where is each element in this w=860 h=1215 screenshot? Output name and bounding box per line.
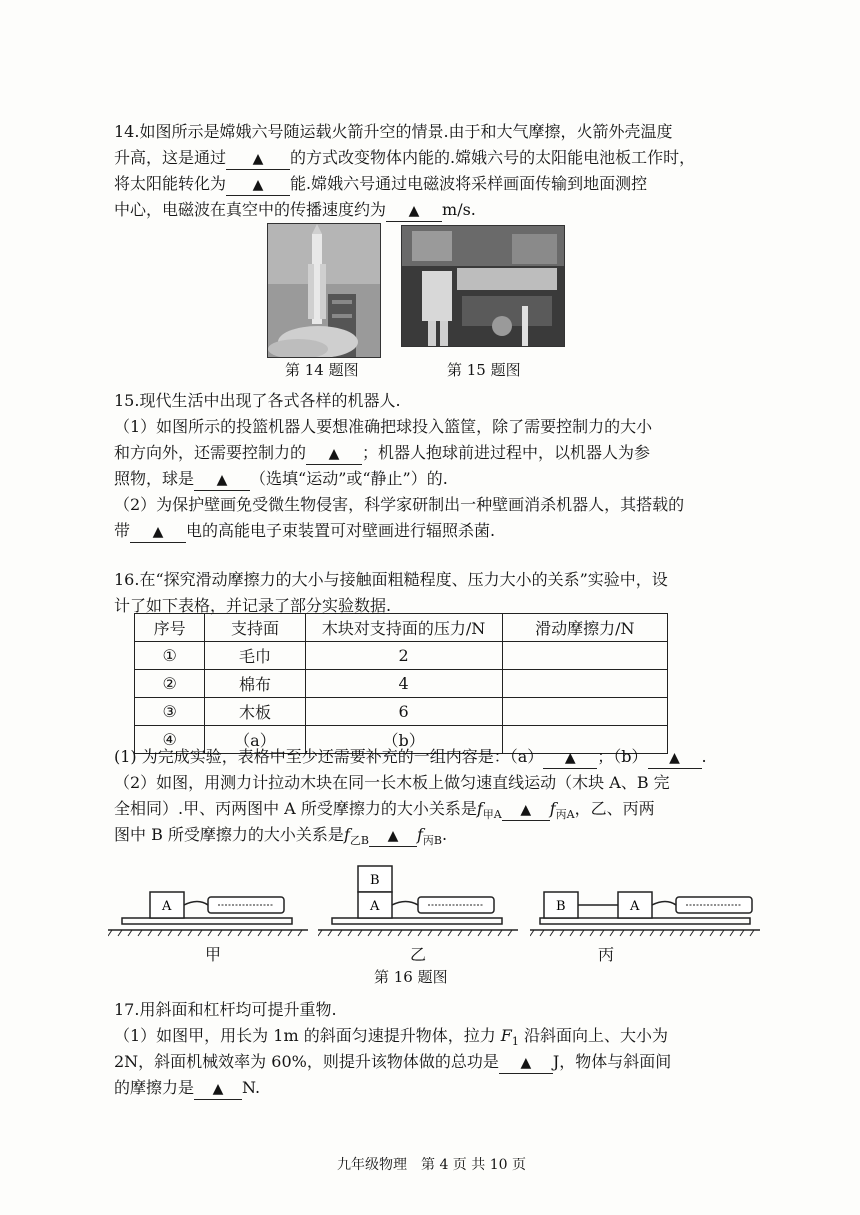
question-14 [114,119,794,229]
table-cell[interactable] [502,642,667,670]
table-cell: 棉布 [205,670,305,698]
answer-blank[interactable]: ▲ [386,200,442,222]
robot-photo [401,225,565,347]
q16-part-1: (1) 为完成实验，表格中至少还需要补充的一组内容是：（a） ▲ ；（b） ▲ . [114,744,707,770]
q15-line-2: （1）如图所示的投篮机器人要想准确把球投入篮筐，除了需要控制力的大小 [114,417,653,436]
table-cell: 4 [305,670,502,698]
figure-16-caption: 第 16 题图 [374,968,448,986]
table-cell: （b） [305,726,502,754]
answer-blank[interactable]: ▲ [194,469,250,491]
answer-blank[interactable]: ▲ [226,148,290,170]
q16-part-2-line-3: 图中 B 所受摩擦力的大小关系是$f_{乙B}$ ▲ $f_{丙B}$. [114,825,448,848]
table-header-row [135,614,668,642]
figure-15-caption: 第 15 题图 [447,361,521,379]
table-cell: 木板 [205,698,305,726]
table-cell: ① [135,642,205,670]
figure-label-jia: 甲 [205,945,222,964]
q15-line-1: 15.现代生活中出现了各式各样的机器人. [114,391,401,410]
q16-line-1: 16.在“探究滑动摩擦力的大小与接触面粗糙程度、压力大小的关系”实验中，设 [114,570,668,589]
table-cell: ④ [135,726,205,754]
answer-blank[interactable]: ▲ [226,174,290,196]
q14-line-4: 中心，电磁波在真空中的传播速度约为 ▲ m/s. [114,197,476,223]
q15-line-6: 带 ▲ 电的高能电子束装置可对壁画进行辐照杀菌. [114,518,495,544]
q16-part-2-line-2: 全相同）.甲、丙两图中 A 所受摩擦力的大小关系是$f_{甲A}$ ▲ $f_{丙A}$，乙、丙两 [114,799,655,822]
q15-line-3: 和方向外，还需要控制力的 ▲ ；机器人抱球前进过程中，以机器人为参 [114,440,650,466]
figure-16-bing [530,880,760,940]
table-cell: ③ [135,698,205,726]
table-cell[interactable] [502,670,667,698]
table-cell: 2 [305,642,502,670]
experiment-table [134,613,668,754]
answer-blank[interactable]: ▲ [130,521,186,543]
table-row [135,698,668,726]
q14-line-3: 将太阳能转化为 ▲ 能.嫦娥六号通过电磁波将采样画面传输到地面测控 [114,171,647,197]
q16-part-2-line-1: （2）如图，用测力计拉动木块在同一长木板上做匀速直线运动（木块 A、B 完 [114,773,670,792]
table-cell: ② [135,670,205,698]
table-header: 支持面 [205,614,305,642]
answer-blank[interactable]: ▲ [499,1052,553,1074]
table-row [135,670,668,698]
figure-16-yi [318,860,518,940]
figure-16-jia [108,880,308,940]
figure-label-yi: 乙 [410,945,427,964]
page-footer: 九年级物理 第 4 页 共 10 页 [337,1157,526,1173]
block-b-label: B [370,873,380,888]
table-header: 木块对支持面的压力/N [305,614,502,642]
table-cell: （a） [205,726,305,754]
q17-line-1: 17.用斜面和杠杆均可提升重物. [114,1000,337,1019]
question-15 [114,388,794,548]
q14-line-1: 14.如图所示是嫦娥六号随运载火箭升空的情景.由于和大气摩擦，火箭外壳温度 [114,122,673,141]
answer-blank[interactable]: ▲ [502,799,550,821]
figure-14-caption: 第 14 题图 [285,361,359,379]
q16-line-2: 计了如下表格，并记录了部分实验数据. [114,596,392,615]
question-17 [114,997,794,1107]
figure-label-bing: 丙 [598,945,615,964]
answer-blank-a[interactable]: ▲ [543,747,597,769]
table-cell[interactable] [502,698,667,726]
block-a-label: A [162,899,172,914]
table-cell: 毛巾 [205,642,305,670]
q17-line-3: 2N，斜面机械效率为 60%，则提升该物体做的总功是 ▲ J，物体与斜面间 [114,1049,671,1075]
rocket-launch-photo [267,223,381,358]
q14-line-2: 升高，这是通过 ▲ 的方式改变物体内能的.嫦娥六号的太阳能电池板工作时， [114,145,695,171]
answer-blank[interactable]: ▲ [194,1078,242,1100]
question-16-parts [114,744,814,854]
table-cell: 6 [305,698,502,726]
answer-blank[interactable]: ▲ [306,443,362,465]
table-row [135,642,668,670]
block-a-label: A [630,899,640,914]
q17-line-2: （1）如图甲，用长为 1m 的斜面匀速提升物体，拉力 $F_1$ 沿斜面向上、大小为 [114,1026,668,1049]
table-header: 序号 [135,614,205,642]
block-a-label: A [370,899,380,914]
answer-blank-b[interactable]: ▲ [648,747,702,769]
q15-line-4: 照物，球是 ▲ （选填“运动”或“静止”）的. [114,466,448,492]
answer-blank[interactable]: ▲ [369,825,417,847]
table-header: 滑动摩擦力/N [502,614,667,642]
block-b-label: B [556,899,566,914]
q15-line-5: （2）为保护壁画免受微生物侵害，科学家研制出一种壁画消杀机器人，其搭载的 [114,495,685,514]
q17-line-4: 的摩擦力是 ▲ N. [114,1075,260,1101]
